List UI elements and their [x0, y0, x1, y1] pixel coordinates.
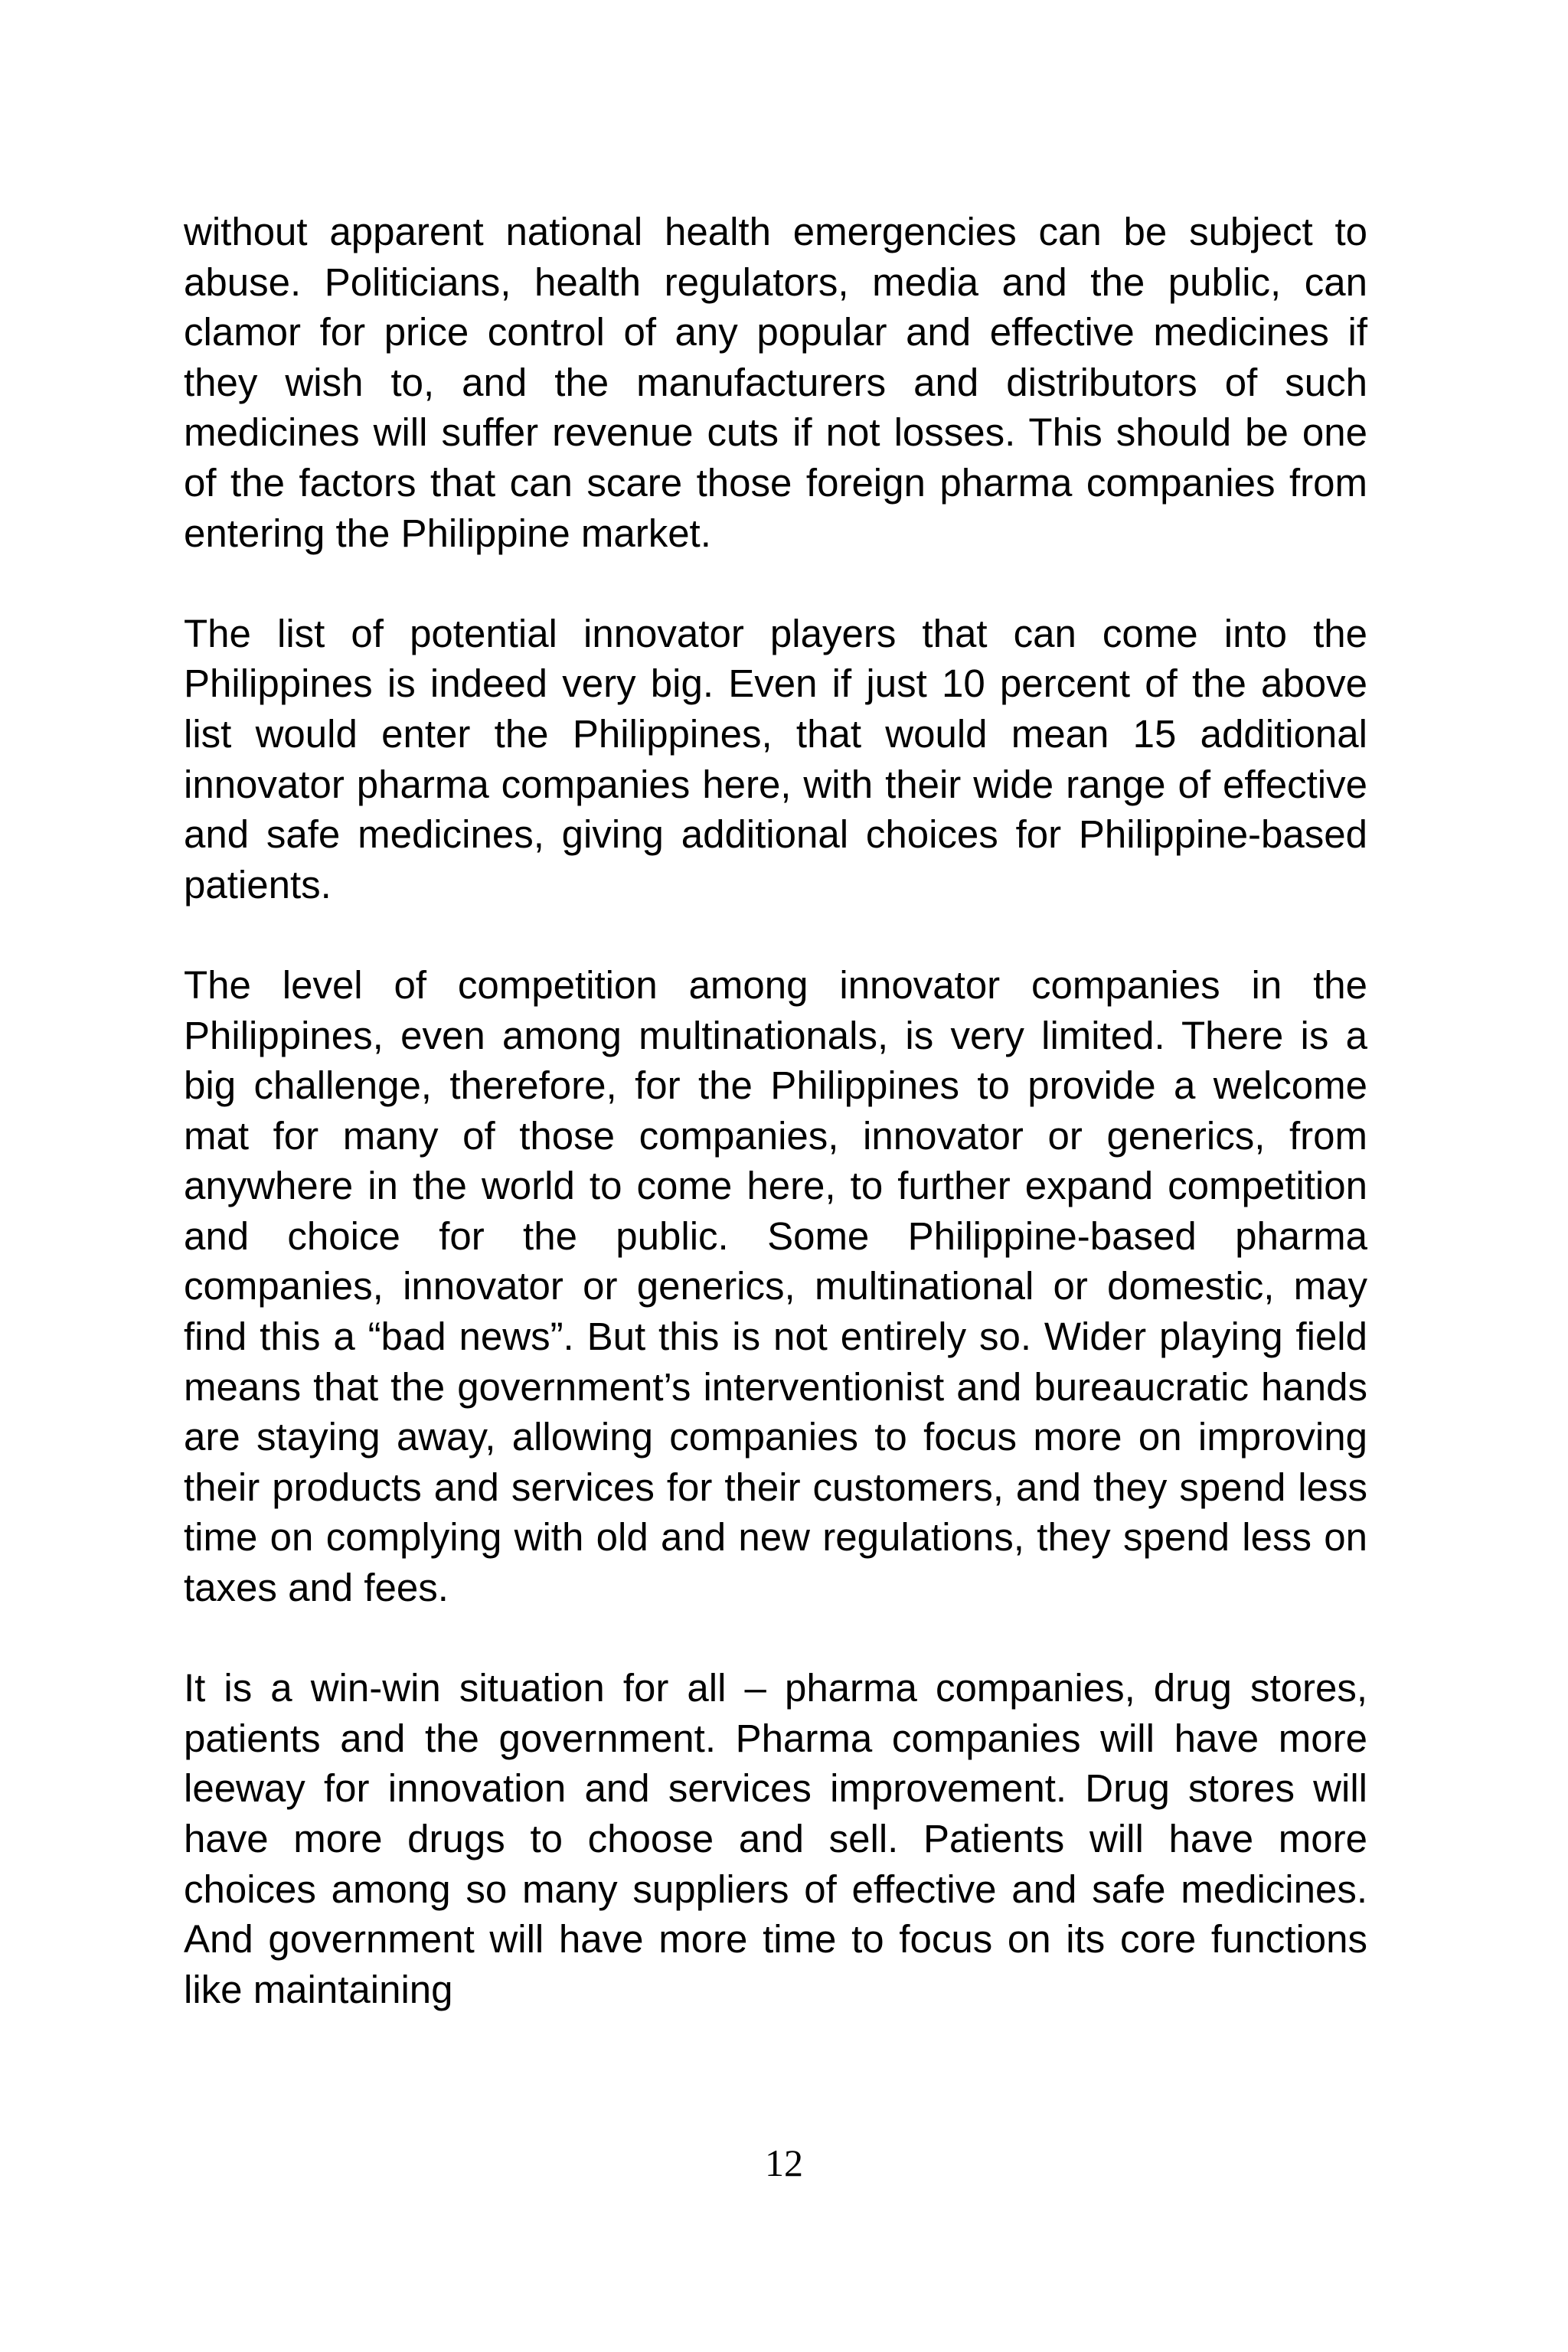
paragraph-3: The level of competition among innovator companies in the Philippines, even among multinationals, is very limited. There is a big challenge, therefore, for the Philippines to provide a welcome mat for many of those companies, innovator or generics, from anywhere in the world to come here, to further expand competition and choice for the public. Some Philippine-based pharma companies, innovator or generics, multinational or domestic, may find this a “bad news”. But this is not entirely so. Wider playing field means that the government’s interventionist and bureaucratic hands are staying away, allowing companies to focus more on improving their products and services for their customers, and they spend less time on complying with old and new regulations, they spend less on taxes and fees.: [184, 962, 1367, 1610]
paragraph-1: without apparent national health emergencies can be subject to abuse. Politicians, health regulators, media and the public, can clamor for price control of any popular and effective medicines if they wish to, and the manufacturers and distributors of such medicines will suffer revenue cuts if not losses. This should be one of the factors that can scare those foreign pharma companies from entering the Philippine market.: [184, 210, 1367, 555]
page-number: 12: [765, 2141, 803, 2184]
paragraph-2: The list of potential innovator players that can come into the Philippines is indeed very big. Even if just 10 percent of the above list would enter the Philippines, that would mean 15 additional innovator pharma companies here, with their wide range of effective and safe medicines, giving additional choices for Philippine-based patients.: [184, 611, 1367, 906]
paragraph-4: It is a win-win situation for all – pharma companies, drug stores, patients and the government. Pharma companies will have more leeway for innovation and services improvement. Drug stores will have more drugs to choose and sell. Patients will have more choices among so many suppliers of effective and safe medicines. And government will have more time to focus on its core functions like maintaining: [184, 1666, 1367, 2011]
body-text: [184, 207, 1367, 2065]
